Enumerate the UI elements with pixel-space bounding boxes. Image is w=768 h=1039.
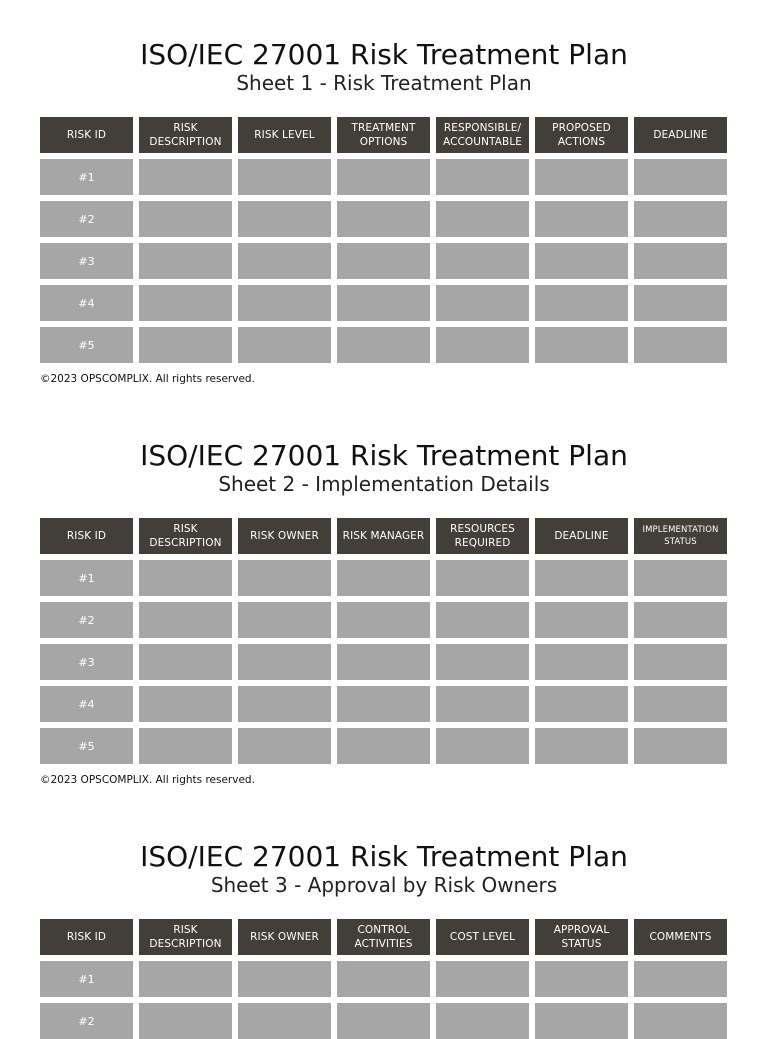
column-header: RISK MANAGER bbox=[337, 518, 430, 554]
table-cell[interactable] bbox=[139, 285, 232, 321]
column-header: CONTROL ACTIVITIES bbox=[337, 919, 430, 955]
table-cell[interactable] bbox=[535, 159, 628, 195]
table-cell[interactable] bbox=[535, 285, 628, 321]
table-cell[interactable] bbox=[139, 243, 232, 279]
table-cell[interactable] bbox=[436, 1003, 529, 1039]
table-cell[interactable] bbox=[436, 201, 529, 237]
table-cell[interactable] bbox=[139, 201, 232, 237]
table-cell[interactable] bbox=[337, 201, 430, 237]
table-cell[interactable] bbox=[337, 560, 430, 596]
table-cell[interactable] bbox=[337, 728, 430, 764]
table-cell[interactable] bbox=[436, 327, 529, 363]
table-cell[interactable] bbox=[634, 728, 727, 764]
column-header: RESPONSIBLE/ ACCOUNTABLE bbox=[436, 117, 529, 153]
table-cell[interactable] bbox=[535, 1003, 628, 1039]
risk-id-cell: #1 bbox=[40, 961, 133, 997]
risk-id-cell: #1 bbox=[40, 159, 133, 195]
table-cell[interactable] bbox=[634, 686, 727, 722]
table-cell[interactable] bbox=[139, 1003, 232, 1039]
copyright-notice: ©2023 OPSCOMPLIX. All rights reserved. bbox=[40, 774, 255, 786]
table-cell[interactable] bbox=[634, 961, 727, 997]
risk-id-cell: #2 bbox=[40, 1003, 133, 1039]
column-header: RISK DESCRIPTION bbox=[139, 518, 232, 554]
sheet-subtitle: Sheet 3 - Approval by Risk Owners bbox=[210, 873, 558, 897]
sheet-subtitle: Sheet 2 - Implementation Details bbox=[218, 472, 550, 496]
table-cell[interactable] bbox=[634, 560, 727, 596]
table-cell[interactable] bbox=[337, 1003, 430, 1039]
column-header: RISK OWNER bbox=[238, 919, 331, 955]
implementation-details-table bbox=[40, 518, 728, 764]
risk-id-cell: #3 bbox=[40, 243, 133, 279]
column-header: DEADLINE bbox=[535, 518, 628, 554]
table-cell[interactable] bbox=[634, 327, 727, 363]
risk-id-cell: #5 bbox=[40, 728, 133, 764]
table-cell[interactable] bbox=[139, 560, 232, 596]
copyright-notice: ©2023 OPSCOMPLIX. All rights reserved. bbox=[40, 373, 255, 385]
risk-id-cell: #3 bbox=[40, 644, 133, 680]
table-cell[interactable] bbox=[634, 1003, 727, 1039]
table-cell[interactable] bbox=[139, 686, 232, 722]
table-cell[interactable] bbox=[238, 961, 331, 997]
table-cell[interactable] bbox=[238, 201, 331, 237]
risk-id-cell: #1 bbox=[40, 560, 133, 596]
table-cell[interactable] bbox=[436, 728, 529, 764]
risk-id-cell: #4 bbox=[40, 285, 133, 321]
column-header: COMMENTS bbox=[634, 919, 727, 955]
table-cell[interactable] bbox=[238, 1003, 331, 1039]
table-cell[interactable] bbox=[535, 644, 628, 680]
table-cell[interactable] bbox=[634, 243, 727, 279]
column-header: RESOURCES REQUIRED bbox=[436, 518, 529, 554]
table-cell[interactable] bbox=[337, 686, 430, 722]
table-cell[interactable] bbox=[139, 644, 232, 680]
table-cell[interactable] bbox=[535, 602, 628, 638]
column-header: RISK OWNER bbox=[238, 518, 331, 554]
column-header: RISK LEVEL bbox=[238, 117, 331, 153]
table-cell[interactable] bbox=[436, 686, 529, 722]
table-cell[interactable] bbox=[535, 201, 628, 237]
column-header: TREATMENT OPTIONS bbox=[337, 117, 430, 153]
risk-id-cell: #2 bbox=[40, 602, 133, 638]
column-header: RISK ID bbox=[40, 117, 133, 153]
table-cell[interactable] bbox=[139, 728, 232, 764]
table-cell[interactable] bbox=[436, 644, 529, 680]
table-cell[interactable] bbox=[139, 602, 232, 638]
sheet-title: ISO/IEC 27001 Risk Treatment Plan bbox=[140, 439, 628, 472]
column-header: IMPLEMENTATION STATUS bbox=[634, 518, 727, 554]
table-cell[interactable] bbox=[238, 560, 331, 596]
sheet-title: ISO/IEC 27001 Risk Treatment Plan bbox=[140, 840, 628, 873]
table-cell[interactable] bbox=[238, 327, 331, 363]
table-cell[interactable] bbox=[337, 285, 430, 321]
table-cell[interactable] bbox=[337, 644, 430, 680]
table-cell[interactable] bbox=[535, 686, 628, 722]
table-cell[interactable] bbox=[139, 159, 232, 195]
table-cell[interactable] bbox=[535, 728, 628, 764]
table-cell[interactable] bbox=[436, 560, 529, 596]
table-cell[interactable] bbox=[535, 961, 628, 997]
table-cell[interactable] bbox=[436, 243, 529, 279]
table-cell[interactable] bbox=[535, 243, 628, 279]
column-header: RISK DESCRIPTION bbox=[139, 117, 232, 153]
table-cell[interactable] bbox=[238, 686, 331, 722]
table-cell[interactable] bbox=[337, 602, 430, 638]
table-cell[interactable] bbox=[535, 327, 628, 363]
table-cell[interactable] bbox=[139, 327, 232, 363]
table-cell[interactable] bbox=[238, 159, 331, 195]
column-header: PROPOSED ACTIONS bbox=[535, 117, 628, 153]
table-cell[interactable] bbox=[337, 159, 430, 195]
risk-id-cell: #4 bbox=[40, 686, 133, 722]
table-cell[interactable] bbox=[634, 644, 727, 680]
table-cell[interactable] bbox=[634, 602, 727, 638]
table-cell[interactable] bbox=[337, 327, 430, 363]
table-cell[interactable] bbox=[238, 728, 331, 764]
table-cell[interactable] bbox=[436, 159, 529, 195]
risk-id-cell: #5 bbox=[40, 327, 133, 363]
column-header: COST LEVEL bbox=[436, 919, 529, 955]
table-cell[interactable] bbox=[238, 243, 331, 279]
table-cell[interactable] bbox=[238, 602, 331, 638]
column-header: RISK ID bbox=[40, 518, 133, 554]
table-cell[interactable] bbox=[238, 285, 331, 321]
risk-treatment-table bbox=[40, 117, 728, 363]
table-cell[interactable] bbox=[337, 243, 430, 279]
table-cell[interactable] bbox=[634, 285, 727, 321]
sheet-subtitle: Sheet 1 - Risk Treatment Plan bbox=[236, 71, 532, 95]
table-cell[interactable] bbox=[436, 285, 529, 321]
column-header: RISK ID bbox=[40, 919, 133, 955]
table-cell[interactable] bbox=[436, 602, 529, 638]
table-cell[interactable] bbox=[634, 159, 727, 195]
column-header: APPROVAL STATUS bbox=[535, 919, 628, 955]
table-cell[interactable] bbox=[337, 961, 430, 997]
table-cell[interactable] bbox=[535, 560, 628, 596]
table-cell[interactable] bbox=[238, 644, 331, 680]
column-header: RISK DESCRIPTION bbox=[139, 919, 232, 955]
table-cell[interactable] bbox=[436, 961, 529, 997]
risk-id-cell: #2 bbox=[40, 201, 133, 237]
table-cell[interactable] bbox=[634, 201, 727, 237]
approval-table bbox=[40, 919, 728, 1039]
sheet-title: ISO/IEC 27001 Risk Treatment Plan bbox=[140, 38, 628, 71]
table-cell[interactable] bbox=[139, 961, 232, 997]
column-header: DEADLINE bbox=[634, 117, 727, 153]
